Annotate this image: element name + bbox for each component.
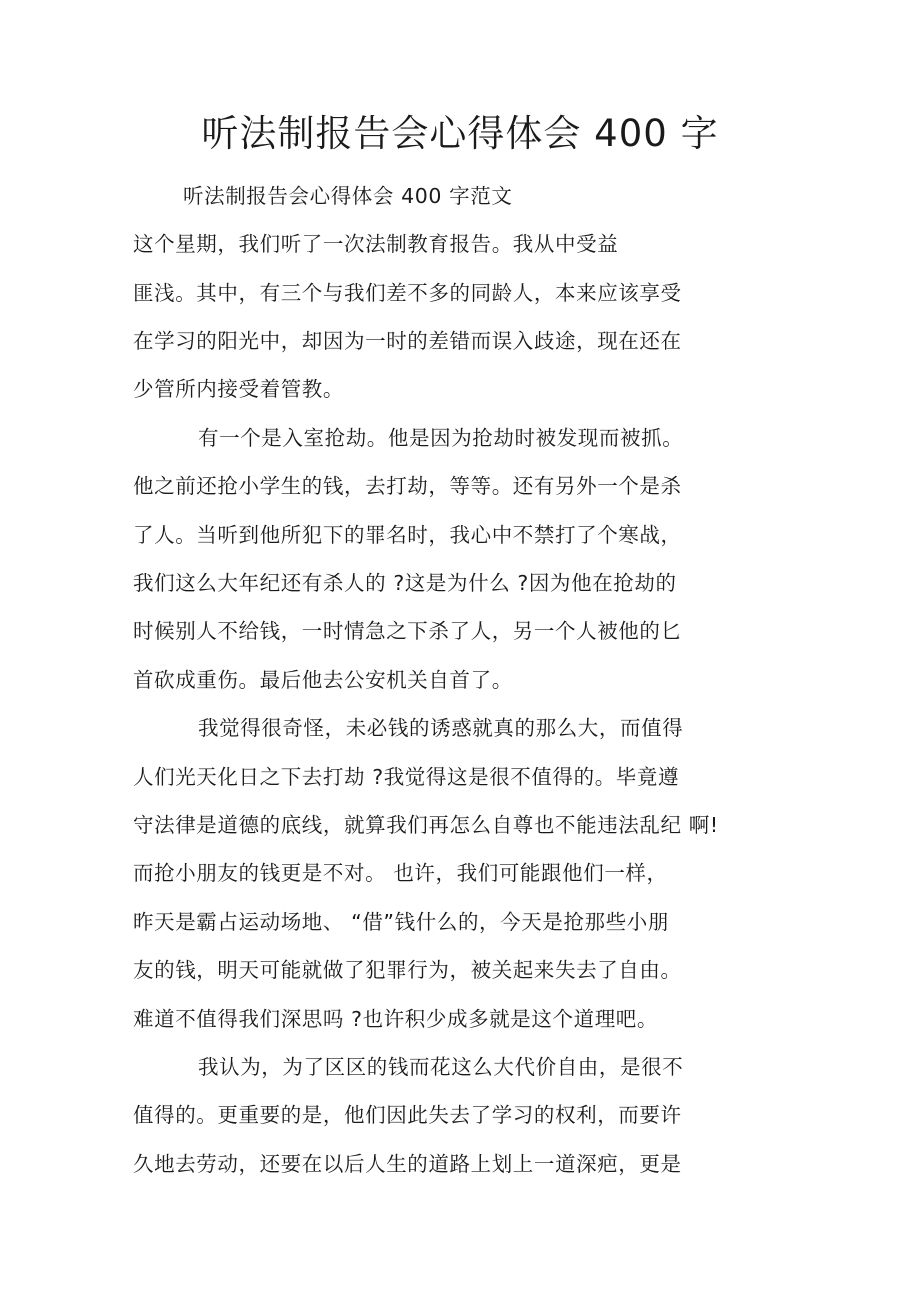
paragraph-line: 值得的。更重要的是，他们因此失去了学习的权利，而要许 — [133, 1103, 682, 1127]
paragraph-line: 我觉得很奇怪，未必钱的诱惑就真的那么大，而值得 — [198, 716, 684, 740]
paragraph-line: 匪浅。其中，有三个与我们差不多的同龄人，本来应该享受 — [133, 281, 682, 305]
paragraph-line: 少管所内接受着管教。 — [133, 377, 344, 401]
paragraph-line: 昨天是霸占运动场地、 “借”钱什么的，今天是抢那些小朋 — [133, 910, 669, 934]
paragraph-line: 我们这么大年纪还有杀人的 ?这是为什么 ?因为他在抢劫的 — [133, 571, 677, 595]
paragraph-line: 我认为，为了区区的钱而花这么大代价自由，是很不 — [198, 1055, 684, 1079]
paragraph-line: 首砍成重伤。最后他去公安机关自首了。 — [133, 668, 513, 692]
paragraph-line: 有一个是入室抢劫。他是因为抢劫时被发现而被抓。 — [198, 426, 684, 450]
paragraph-line: 难道不值得我们深思吗 ?也许积少成多就是这个道理吧。 — [133, 1007, 658, 1031]
paragraph-line: 守法律是道德的底线，就算我们再怎么自尊也不能违法乱纪 啊! — [133, 813, 719, 837]
paragraph-line: 人们光天化日之下去打劫 ?我觉得这是很不值得的。毕竟遵 — [133, 765, 680, 789]
paragraph-line: 他之前还抢小学生的钱，去打劫，等等。还有另外一个是杀 — [133, 474, 682, 498]
paragraph-line: 久地去劳动，还要在以后人生的道路上划上一道深疤，更是 — [133, 1152, 682, 1176]
document-title: 听法制报告会心得体会 400 字 — [201, 112, 719, 155]
paragraph-line: 在学习的阳光中，却因为一时的差错而误入歧途，现在还在 — [133, 329, 682, 353]
paragraph-line: 而抢小朋友的钱更是不对。 也许，我们可能跟他们一样， — [133, 861, 668, 885]
paragraph-line: 时候别人不给钱，一时情急之下杀了人，另一个人被他的匕 — [133, 619, 682, 643]
paragraph-line: 了人。当听到他所犯下的罪名时，我心中不禁打了个寒战， — [133, 523, 682, 547]
paragraph-line: 友的钱，明天可能就做了犯罪行为，被关起来失去了自由。 — [133, 958, 682, 982]
paragraph-line: 这个星期，我们听了一次法制教育报告。我从中受益 — [133, 232, 619, 256]
document-subtitle: 听法制报告会心得体会 400 字范文 — [183, 184, 513, 208]
